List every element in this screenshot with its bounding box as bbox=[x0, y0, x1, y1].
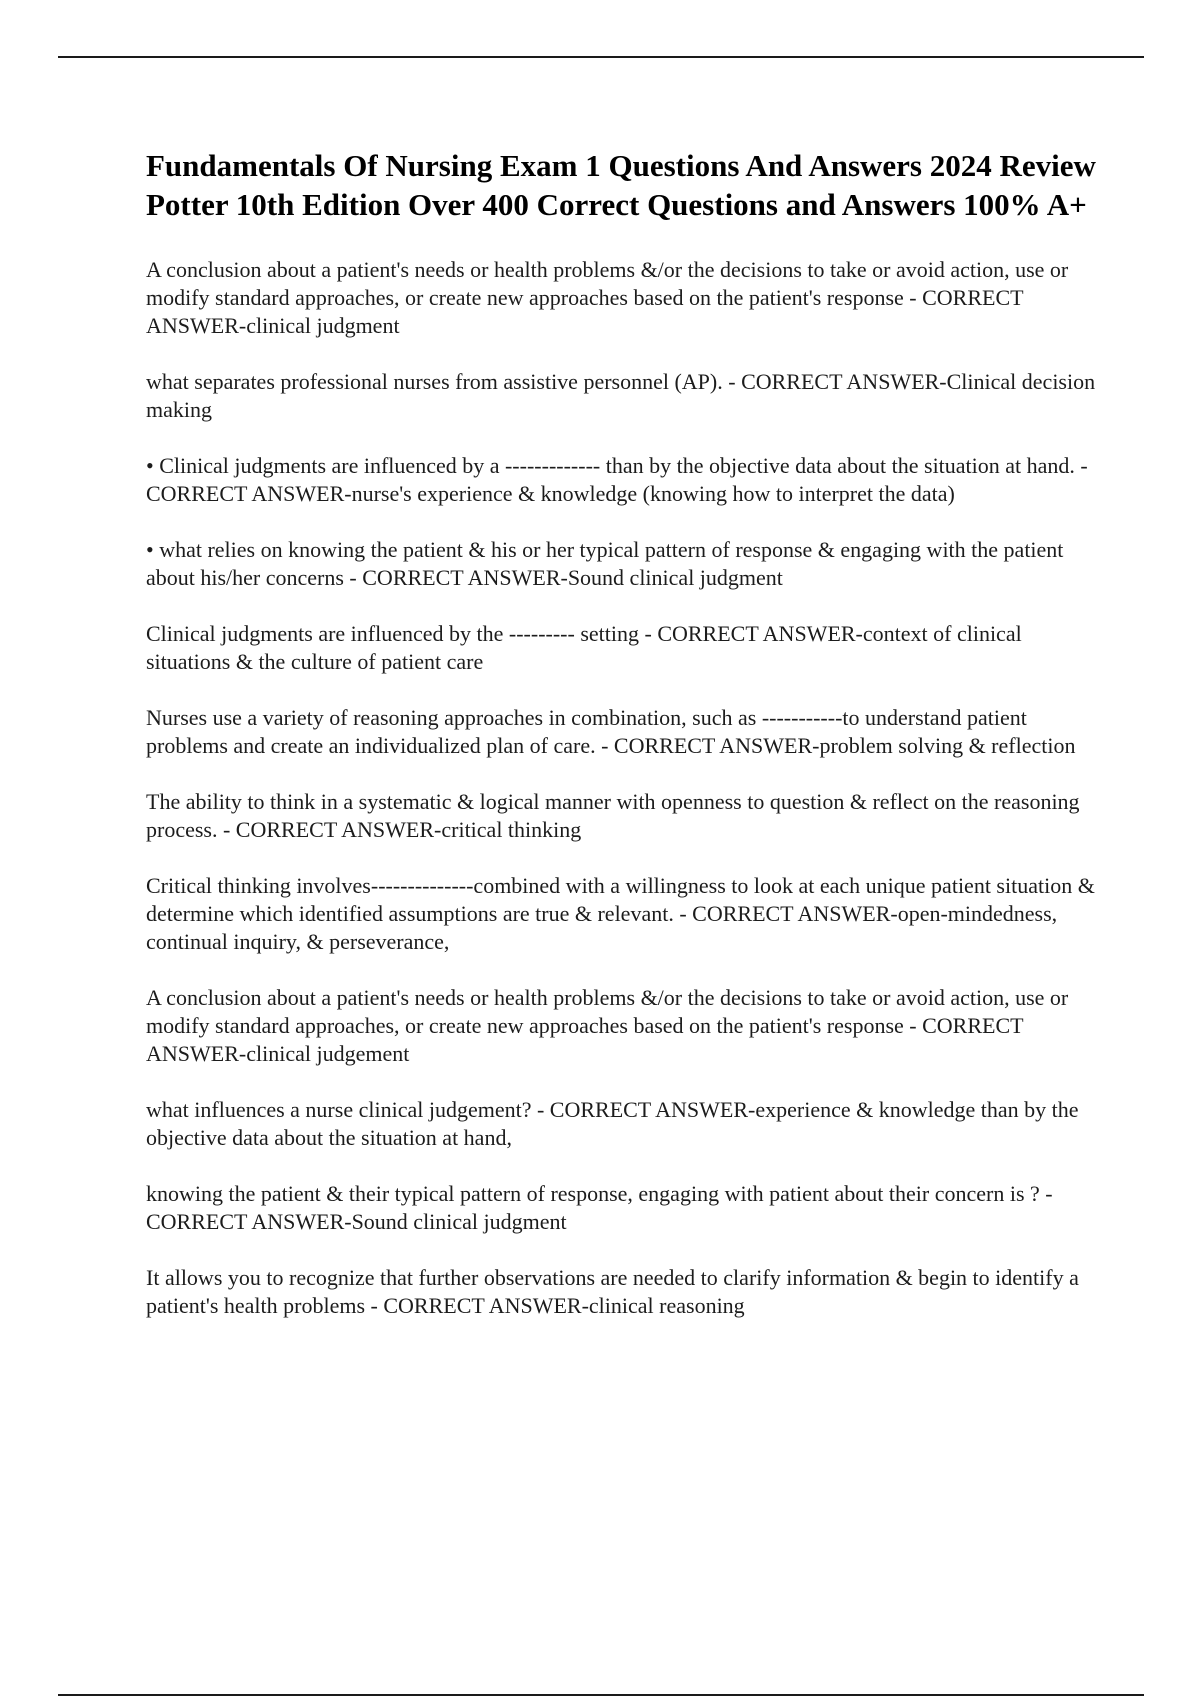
qa-item: The ability to think in a systematic & logical manner with openness to question & reflect on the reasoning process. - CORRECT ANSWER-critical thinking bbox=[146, 789, 1080, 842]
qa-item: • Clinical judgments are influenced by a ------------- than by the objective data about the situation at hand. - CORRECT ANSWER-nurse's experience & knowledge (knowing how to interpret the data) bbox=[146, 453, 1088, 506]
qa-list bbox=[146, 256, 1096, 1320]
top-rule bbox=[58, 56, 1144, 58]
qa-item: Nurses use a variety of reasoning approaches in combination, such as -----------to understand patient problems and create an individualized plan of care. - CORRECT ANSWER-problem solving & reflection bbox=[146, 705, 1076, 758]
qa-item: knowing the patient & their typical pattern of response, engaging with patient about their concern is ? - CORRECT ANSWER-Sound clinical judgment bbox=[146, 1181, 1053, 1234]
qa-item: Critical thinking involves--------------combined with a willingness to look at each unique patient situation & determine which identified assumptions are true & relevant. - CORRECT ANSWER-open-mindedness, continual inquiry, & perseverance, bbox=[146, 873, 1095, 954]
qa-item: Clinical judgments are influenced by the --------- setting - CORRECT ANSWER-context of clinical situations & the culture of patient care bbox=[146, 621, 1022, 674]
qa-item: It allows you to recognize that further observations are needed to clarify information & begin to identify a patient's health problems - CORRECT ANSWER-clinical reasoning bbox=[146, 1265, 1079, 1318]
qa-item: • what relies on knowing the patient & his or her typical pattern of response & engaging with the patient about his/her concerns - CORRECT ANSWER-Sound clinical judgment bbox=[146, 537, 1064, 590]
qa-item: A conclusion about a patient's needs or health problems &/or the decisions to take or avoid action, use or modify standard approaches, or create new approaches based on the patient's response - CORRECT ANSWER-clinical judgment bbox=[146, 257, 1069, 338]
qa-item: what separates professional nurses from assistive personnel (AP). - CORRECT ANSWER-Clinical decision making bbox=[146, 369, 1096, 422]
qa-item: what influences a nurse clinical judgement? - CORRECT ANSWER-experience & knowledge than by the objective data about the situation at hand, bbox=[146, 1097, 1079, 1150]
bottom-rule bbox=[58, 1694, 1144, 1696]
document-body bbox=[146, 146, 1096, 1348]
qa-item: A conclusion about a patient's needs or health problems &/or the decisions to take or avoid action, use or modify standard approaches, or create new approaches based on the patient's response - CORRECT ANSWER-clinical judgement bbox=[146, 985, 1069, 1066]
document-title: Fundamentals Of Nursing Exam 1 Questions And Answers 2024 Review Potter 10th Edition Over 400 Correct Questions and Answers 100% A+ bbox=[146, 148, 1096, 222]
